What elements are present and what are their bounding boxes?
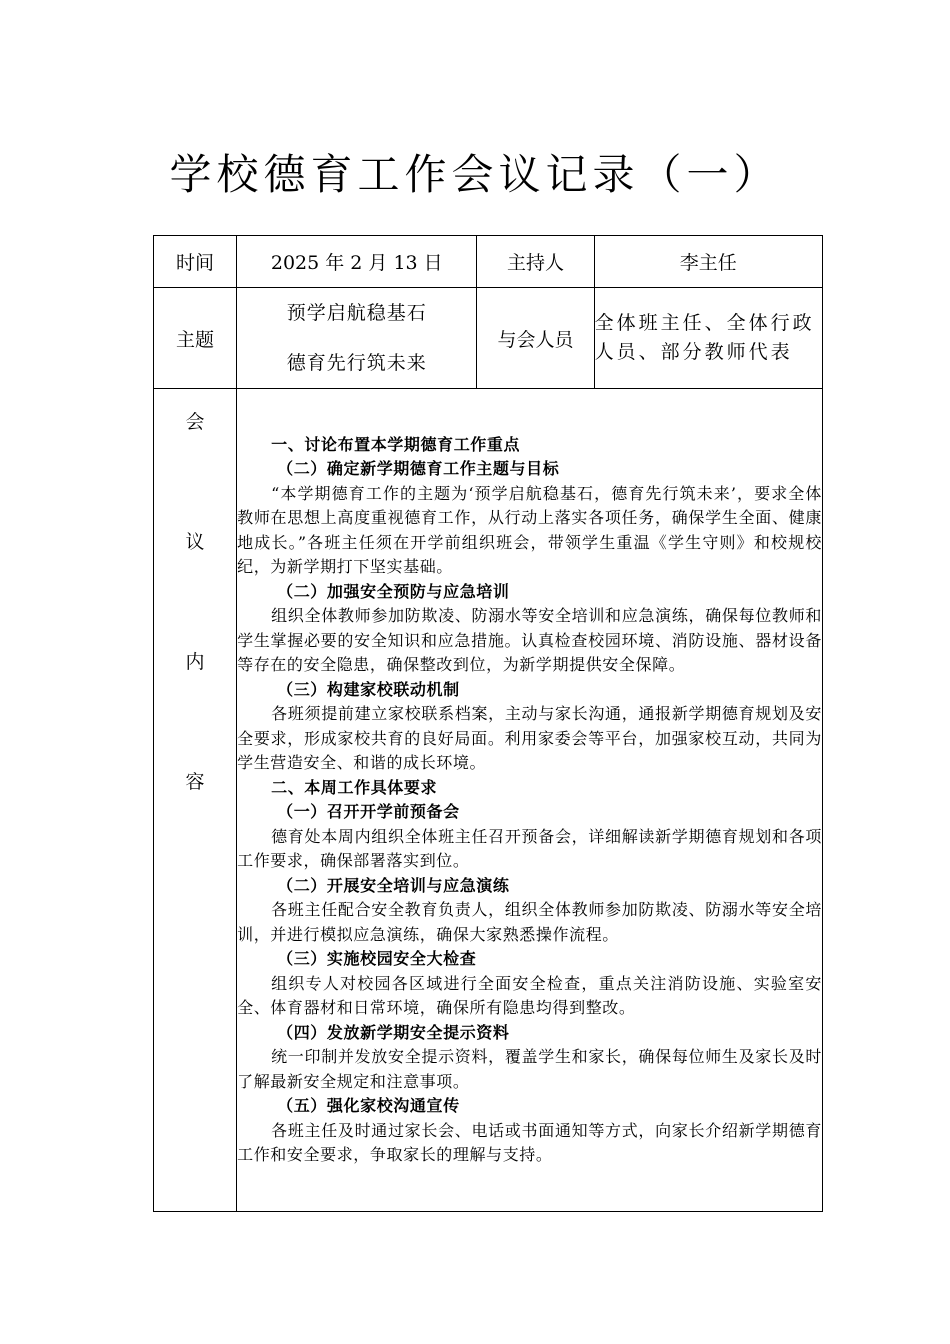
topic-line-2: 德育先行筑未来 <box>286 352 427 374</box>
attendees-value: 全体班主任、全体行政人员、部分教师代表 <box>594 288 822 389</box>
paragraph: 德育处本周内组织全体班主任召开预备会，详细解读新学期德育规划和各项工作要求，确保部署落实到位。 <box>237 826 822 870</box>
paragraph: 统一印制并发放安全提示资料，覆盖学生和家长，确保每位师生及家长及时了解最新安全规定和注意事项。 <box>237 1047 822 1091</box>
paragraph: 各班主任配合安全教育负责人，组织全体教师参加防欺凌、防溺水等安全培训，并进行模拟应急演练，确保大家熟悉操作流程。 <box>237 900 822 944</box>
content-label-char: 内 <box>185 651 205 673</box>
subsection-heading: （三）实施校园安全大检查 <box>277 949 477 968</box>
subsection-heading: （五）强化家校沟通宣传 <box>277 1096 460 1115</box>
topic-label: 主题 <box>154 288 237 389</box>
subsection-heading: （三）构建家校联动机制 <box>277 679 460 699</box>
topic-value <box>237 288 477 389</box>
section-heading: 一、讨论布置本学期德育工作重点 <box>271 434 521 454</box>
content-label-char: 容 <box>185 771 205 793</box>
time-value: 2025 年 2 月 13 日 <box>237 236 477 288</box>
content-row <box>154 389 823 1212</box>
subsection-heading: （四）发放新学期安全提示资料 <box>277 1022 510 1042</box>
host-value: 李主任 <box>594 236 822 288</box>
paragraph: 各班主任及时通过家长会、电话或书面通知等方式，向家长介绍新学期德育工作和安全要求，争取家长的理解与支持。 <box>237 1120 822 1164</box>
content-label-cell <box>154 389 237 1212</box>
section-heading: 二、本周工作具体要求 <box>271 777 438 797</box>
time-host-row <box>154 236 823 288</box>
host-label: 主持人 <box>477 236 594 288</box>
meeting-record-table <box>153 235 823 1212</box>
paragraph: 组织全体教师参加防欺凌、防溺水等安全培训和应急演练，确保每位教师和学生掌握必要的安全知识和应急措施。认真检查校园环境、消防设施、器材设备等存在的安全隐患，确保整改到位，为新学期提供安全保障。 <box>237 606 822 674</box>
paragraph: “本学期德育工作的主题为‘预学启航稳基石，德育先行筑未来’，要求全体教师在思想上高度重视德育工作，从行动上落实各项任务，确保学生全面、健康地成长。”各班主任须在开学前组织班会，带领学生重温《学生守则》和校规校纪，为新学期打下坚实基础。 <box>237 483 822 576</box>
topic-attendees-row <box>154 288 823 389</box>
document-title: 学校德育工作会议记录（一） <box>169 150 781 199</box>
subsection-heading: （二）开展安全培训与应急演练 <box>277 875 510 895</box>
attendees-label: 与会人员 <box>477 288 594 389</box>
content-label-char: 会 <box>185 411 205 433</box>
content-label-char: 议 <box>185 531 205 553</box>
subsection-heading: （二）加强安全预防与应急培训 <box>277 581 510 601</box>
paragraph: 各班须提前建立家校联系档案，主动与家长沟通，通报新学期德育规划及安全要求，形成家校共育的良好局面。利用家委会等平台，加强家校互动，共同为学生营造安全、和谐的成长环境。 <box>237 704 822 772</box>
subsection-heading: （一）召开开学前预备会 <box>277 802 460 821</box>
paragraph: 组织专人对校园各区域进行全面安全检查，重点关注消防设施、实验室安全、体育器材和日常环境，确保所有隐患均得到整改。 <box>237 973 822 1017</box>
topic-line-1: 预学启航稳基石 <box>286 302 427 324</box>
subsection-heading: （二）确定新学期德育工作主题与目标 <box>277 459 560 478</box>
meeting-content <box>237 389 823 1212</box>
time-label: 时间 <box>154 236 237 288</box>
